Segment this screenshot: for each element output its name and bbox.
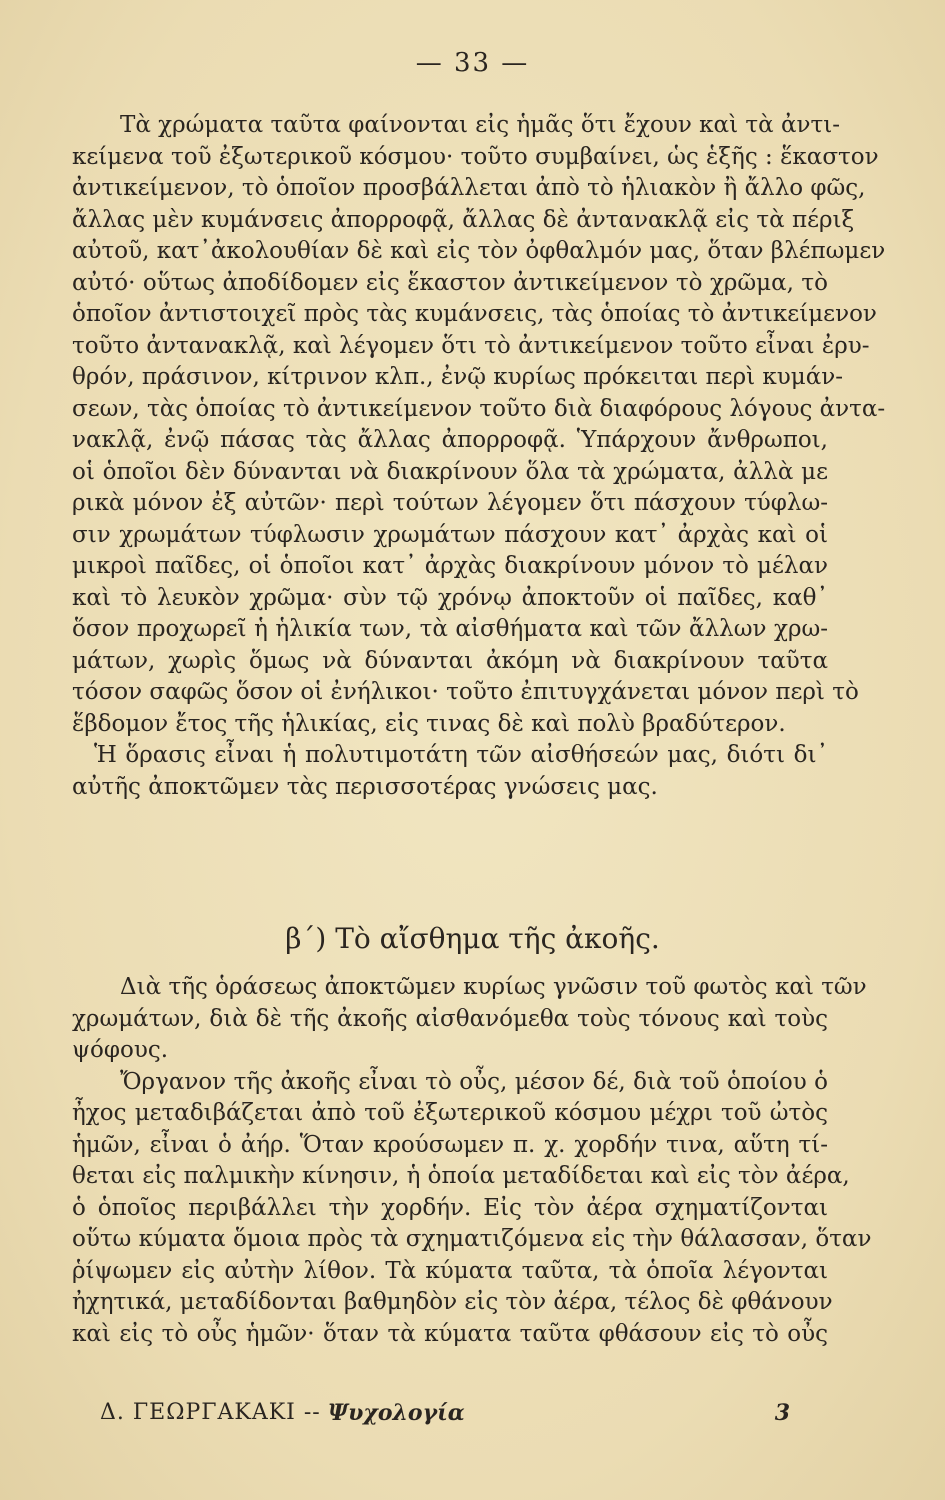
text-line: χρωμάτων, διὰ δὲ τῆς ἀκοῆς αἰσθανόμεθα τοὺς τόνους καὶ τοὺς — [72, 1005, 828, 1032]
text-line: μικροὶ παῖδες, οἱ ὁποῖοι κατ᾽ ἀρχὰς διακρίνουν μόνον τὸ μέλαν — [72, 553, 828, 579]
text-line: οἱ ὁποῖοι δὲν δύνανται νὰ διακρίνουν ὅλα τὰ χρώματα, ἀλλὰ με — [72, 458, 828, 485]
text-line: καὶ τὸ λευκὸν χρῶμα· σὺν τῷ χρόνῳ ἀποκτοῦν οἱ παῖδες, καθ᾽ — [72, 584, 828, 611]
text-line: τοῦτο ἀντανακλᾷ, καὶ λέγομεν ὅτι τὸ ἀντικείμενον τοῦτο εἶναι ἐρυ- — [72, 332, 870, 359]
text-line: ἕβδομον ἔτος τῆς ἡλικίας, εἰς τινας δὲ καὶ πολὺ βραδύτερον. — [72, 710, 786, 737]
text-line: καὶ εἰς τὸ οὖς ἡμῶν· ὅταν τὰ κύματα ταῦτα φθάσουν εἰς τὸ οὖς — [72, 1320, 828, 1347]
text-line: ἠχητικά, μεταδίδονται βαθμηδὸν εἰς τὸν ἀέρα, τέλος δὲ φθάνουν — [72, 1289, 833, 1315]
text-line: κείμενα τοῦ ἐξωτερικοῦ κόσμου· τοῦτο συμβαίνει, ὡς ἑξῆς : ἕκαστον — [72, 143, 879, 170]
text-line: Ὄργανον τῆς ἀκοῆς εἶναι τὸ οὖς, μέσον δέ, διὰ τοῦ ὁποίου ὁ — [120, 1068, 828, 1095]
text-line: ρικὰ μόνον ἐξ αὐτῶν· περὶ τούτων λέγομεν ὅτι πάσχουν τύφλω- — [72, 490, 828, 516]
page-number: — 33 — — [415, 48, 530, 78]
text-line: μάτων, χωρὶς ὅμως νὰ δύνανται ἀκόμη νὰ διακρίνουν ταῦτα — [72, 647, 828, 674]
section-heading: β΄) Τὸ αἴσθημα τῆς ἀκοῆς. — [285, 922, 660, 955]
text-line: σεων, τὰς ὁποίας τὸ ἀντικείμενον τοῦτο διὰ διαφόρους λόγους ἀντα- — [72, 395, 886, 422]
text-line: θρόν, πράσινον, κίτρινον κλπ., ἐνῷ κυρίως πρόκειται περὶ κυμάν- — [72, 364, 844, 390]
text-line: ἦχος μεταδιβάζεται ἀπὸ τοῦ ἐξωτερικοῦ κόσμου μέχρι τοῦ ὠτὸς — [72, 1100, 828, 1126]
text-line: ἄλλας μὲν κυμάνσεις ἀπορροφᾷ, ἄλλας δὲ ἀντανακλᾷ εἰς τὰ πέριξ — [72, 206, 855, 233]
text-line: οὕτω κύματα ὅμοια πρὸς τὰ σχηματιζόμενα εἰς τὴν θάλασσαν, ὅταν — [72, 1226, 872, 1252]
text-line: ῥίψωμεν εἰς αὐτὴν λίθον. Τὰ κύματα ταῦτα, τὰ ὁποῖα λέγονται — [72, 1257, 828, 1284]
footer-author: Δ. ΓΕΩΡΓΑΚΑΚΙ -- — [100, 1400, 321, 1425]
text-line: Διὰ τῆς ὁράσεως ἀποκτῶμεν κυρίως γνῶσιν τοῦ φωτὸς καὶ τῶν — [120, 974, 867, 1000]
text-line: ὁποῖον ἀντιστοιχεῖ πρὸς τὰς κυμάνσεις, τὰς ὁποίας τὸ ἀντικείμενον — [72, 301, 877, 327]
footer-signature-mark: 3 — [774, 1400, 790, 1426]
text-line: τόσον σαφῶς ὅσον οἱ ἐνήλικοι· τοῦτο ἐπιτυγχάνεται μόνον περὶ τὸ — [72, 679, 859, 705]
text-line: Ἡ ὅρασις εἶναι ἡ πολυτιμοτάτη τῶν αἰσθήσεών μας, διότι δι᾽ — [94, 742, 828, 768]
paragraph-vision — [72, 110, 886, 803]
text-line: αὐτῆς ἀποκτῶμεν τὰς περισσοτέρας γνώσεις μας. — [72, 773, 658, 800]
paragraph-hearing — [72, 972, 872, 1350]
text-line: θεται εἰς παλμικὴν κίνησιν, ἡ ὁποία μεταδίδεται καὶ εἰς τὸν ἀέρα, — [72, 1163, 850, 1189]
text-line: ἀντικείμενον, τὸ ὁποῖον προσβάλλεται ἀπὸ τὸ ἡλιακὸν ἢ ἄλλο φῶς, — [72, 175, 866, 201]
text-line: ψόφους. — [72, 1037, 169, 1063]
text-line: σιν χρωμάτων τύφλωσιν χρωμάτων πάσχουν κατ᾽ ἀρχὰς καὶ οἱ — [72, 521, 828, 548]
text-line: νακλᾷ, ἐνῷ πάσας τὰς ἄλλας ἀπορροφᾷ. Ὑπάρχουν ἄνθρωποι, — [72, 427, 828, 453]
text-line: ἡμῶν, εἶναι ὁ ἀήρ. Ὅταν κρούσωμεν π. χ. χορδήν τινα, αὕτη τί- — [72, 1131, 828, 1158]
text-line: ὁ ὁποῖος περιβάλλει τὴν χορδήν. Εἰς τὸν ἀέρα σχηματίζονται — [72, 1194, 828, 1221]
text-line: Τὰ χρώματα ταῦτα φαίνονται εἰς ἡμᾶς ὅτι ἔχουν καὶ τὰ ἀντι- — [120, 112, 841, 138]
text-line: αὐτό· οὕτως ἀποδίδομεν εἰς ἕκαστον ἀντικείμενον τὸ χρῶμα, τὸ — [72, 269, 828, 296]
footer-title: Ψυχολογία — [328, 1400, 465, 1426]
text-line: ὅσον προχωρεῖ ἡ ἡλικία των, τὰ αἰσθήματα καὶ τῶν ἄλλων χρω- — [72, 616, 828, 642]
text-line: αὐτοῦ, κατ᾽ἀκολουθίαν δὲ καὶ εἰς τὸν ὀφθαλμόν μας, ὅταν βλέπωμεν — [72, 238, 886, 264]
